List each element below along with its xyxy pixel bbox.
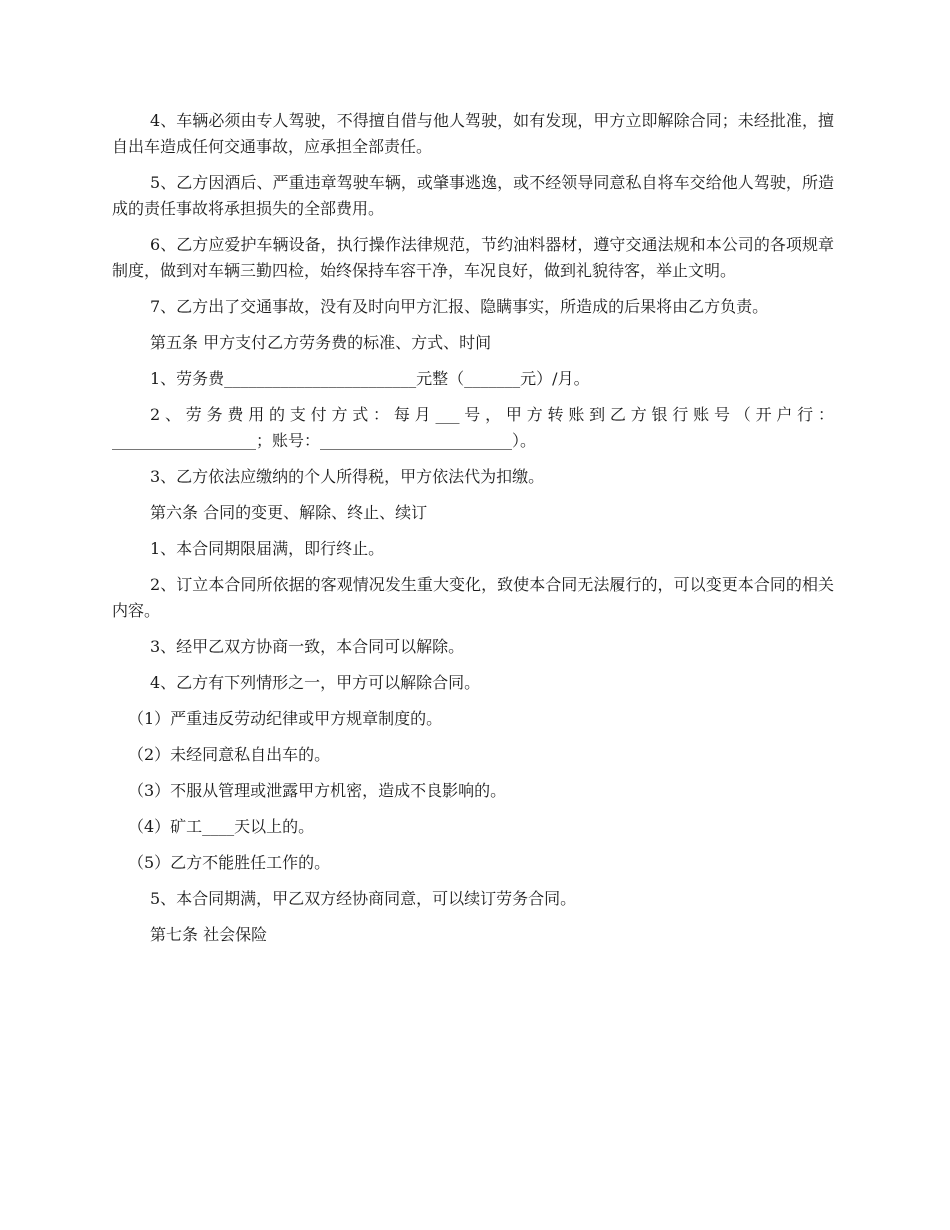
article-6-title: 第六条 合同的变更、解除、终止、续订 — [150, 503, 428, 522]
article-6-subitem-2: （2）未经同意私自出车的。 — [128, 745, 331, 764]
article-5-item-2: 2、劳务费用的支付方式：每月___号，甲方转账到乙方银行账号（开户行：__________________；账号：________________________）。 — [112, 405, 834, 450]
article-5-item-1: 1、劳务费________________________元整（_______元）/月。 — [150, 369, 590, 388]
article-6-item-4: 4、乙方有下列情形之一，甲方可以解除合同。 — [150, 673, 481, 692]
article-5-title: 第五条 甲方支付乙方劳务费的标准、方式、时间 — [150, 333, 492, 352]
article-6-subitem-1: （1）严重违反劳动纪律或甲方规章制度的。 — [128, 709, 443, 728]
article-6-subitem-3: （3）不服从管理或泄露甲方机密，造成不良影响的。 — [128, 781, 507, 800]
clause-vehicle-care: 6、乙方应爱护车辆设备，执行操作法律规范，节约油料器材，遵守交通法规和本公司的各项规章制度，做到对车辆三勤四检，始终保持车容干净，车况良好，做到礼貌待客，举止文明。 — [112, 235, 834, 280]
article-6-item-2: 2、订立本合同所依据的客观情况发生重大变化，致使本合同无法履行的，可以变更本合同的相关内容。 — [112, 575, 834, 620]
article-6-item-1: 1、本合同期限届满，即行终止。 — [150, 539, 385, 558]
article-6-item-3: 3、经甲乙双方协商一致，本合同可以解除。 — [150, 637, 465, 656]
document-body — [112, 108, 834, 958]
article-7-title: 第七条 社会保险 — [150, 925, 268, 944]
clause-vehicle-driver: 4、车辆必须由专人驾驶，不得擅自借与他人驾驶，如有发现，甲方立即解除合同；未经批准，擅自出车造成任何交通事故，应承担全部责任。 — [112, 111, 834, 156]
clause-accident-report: 7、乙方出了交通事故，没有及时向甲方汇报、隐瞒事实，所造成的后果将由乙方负责。 — [150, 297, 769, 316]
article-6-item-5: 5、本合同期满，甲乙双方经协商同意，可以续订劳务合同。 — [150, 889, 577, 908]
clause-drunk-driving: 5、乙方因酒后、严重违章驾驶车辆，或肇事逃逸，或不经领导同意私自将车交给他人驾驶，所造成的责任事故将承担损失的全部费用。 — [112, 173, 834, 218]
article-6-subitem-4: （4）矿工____天以上的。 — [128, 817, 315, 836]
article-6-subitem-5: （5）乙方不能胜任工作的。 — [128, 853, 331, 872]
article-5-item-3: 3、乙方依法应缴纳的个人所得税，甲方依法代为扣缴。 — [150, 467, 545, 486]
